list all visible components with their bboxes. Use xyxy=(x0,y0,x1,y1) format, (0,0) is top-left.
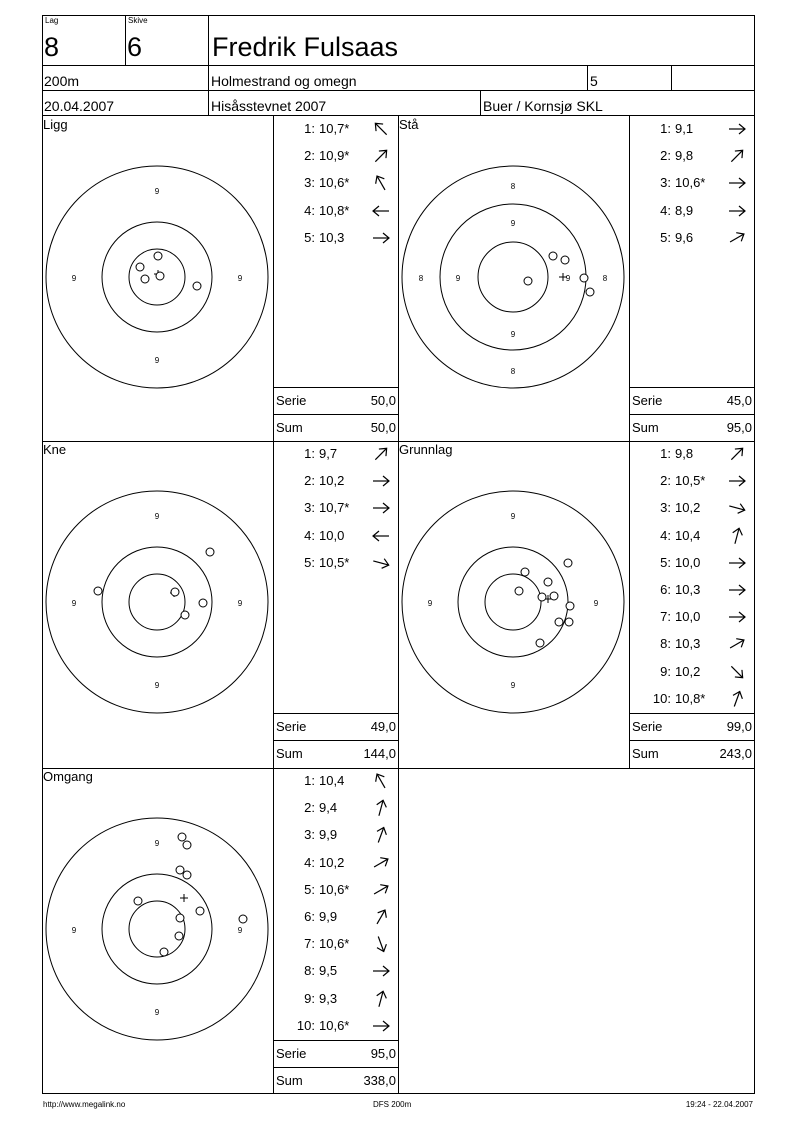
shot-hole xyxy=(94,587,102,595)
direction-arrow-icon xyxy=(727,500,747,516)
shot-hole xyxy=(183,841,191,849)
target-ring xyxy=(46,491,268,713)
target-kne xyxy=(42,441,273,766)
serie-label: Serie xyxy=(632,719,663,734)
target-ligg xyxy=(42,116,273,441)
shot-hole xyxy=(536,639,544,647)
shot-hole xyxy=(141,275,149,283)
lag-value: 8 xyxy=(44,32,60,62)
shot-hole xyxy=(206,548,214,556)
direction-arrow-icon xyxy=(727,473,747,489)
shot-number: 10: xyxy=(296,1017,315,1033)
shot-number: 6: xyxy=(304,909,315,924)
shot-number: 5: xyxy=(304,881,315,897)
divider xyxy=(398,768,399,1094)
sum-value: 243,0 xyxy=(719,746,752,761)
direction-arrow-icon xyxy=(727,691,747,707)
direction-arrow-icon xyxy=(371,882,391,898)
ring-label: 9 xyxy=(237,599,243,608)
divider xyxy=(629,414,755,415)
shot-number: 8: xyxy=(304,963,315,979)
divider xyxy=(42,90,755,91)
ring-label: 8 xyxy=(418,274,424,283)
shot-number: 4: xyxy=(660,527,671,543)
direction-arrow-icon xyxy=(371,555,391,571)
direction-arrow-icon xyxy=(727,175,747,191)
direction-arrow-icon xyxy=(371,446,391,462)
shot-hole xyxy=(580,274,588,282)
target-ring xyxy=(46,818,268,1040)
target-ring xyxy=(102,874,212,984)
shot-hole xyxy=(175,932,183,940)
shot-score: 10,6* xyxy=(675,175,706,191)
shot-number: 5: xyxy=(304,229,315,245)
direction-arrow-icon xyxy=(371,121,391,137)
target-ring xyxy=(485,574,541,630)
shot-score: 9,8 xyxy=(675,148,694,164)
shot-hole xyxy=(196,907,204,915)
shot-number: 2: xyxy=(660,148,671,164)
target-ring xyxy=(102,547,212,657)
target-ring xyxy=(478,242,548,312)
ring-label: 8 xyxy=(510,182,516,191)
shot-hole xyxy=(156,272,164,280)
shot-score: 10,2 xyxy=(319,473,345,489)
direction-arrow-icon xyxy=(727,148,747,164)
ring-label: 9 xyxy=(237,926,243,935)
target-ring xyxy=(129,901,185,957)
shot-score: 10,2 xyxy=(675,500,701,516)
footer-url[interactable]: http://www.megalink.no xyxy=(43,1100,126,1109)
divider xyxy=(125,15,126,65)
club: Holmestrand og omegn xyxy=(211,73,357,89)
sum-label: Sum xyxy=(276,420,303,435)
shot-score: 10,3 xyxy=(675,636,701,652)
shot-score: 10,4 xyxy=(319,773,345,788)
target-ring xyxy=(458,547,568,657)
shot-number: 2: xyxy=(660,473,671,489)
shot-score: 10,8* xyxy=(675,690,706,706)
direction-arrow-icon xyxy=(371,909,391,925)
shot-hole xyxy=(160,948,168,956)
shot-hole xyxy=(193,282,201,290)
shot-score: 10,9* xyxy=(319,148,350,164)
shot-score: 10,6* xyxy=(319,175,350,191)
shot-hole xyxy=(586,288,594,296)
ring-label: 9 xyxy=(593,599,599,608)
direction-arrow-icon xyxy=(371,773,391,789)
divider xyxy=(671,65,672,90)
shot-number: 4: xyxy=(304,527,315,543)
divider xyxy=(273,1040,398,1041)
ring-label: 9 xyxy=(455,274,461,283)
shot-number: 1: xyxy=(304,446,315,461)
shot-hole xyxy=(561,256,569,264)
shot-number: 2: xyxy=(304,800,315,816)
shot-score: 10,3 xyxy=(675,582,701,597)
shot-score: 10,7* xyxy=(319,500,350,516)
direction-arrow-icon xyxy=(371,827,391,843)
shot-score: 10,7* xyxy=(319,121,350,136)
shot-hole xyxy=(544,578,552,586)
ring-label: 8 xyxy=(510,367,516,376)
shot-score: 10,6* xyxy=(319,1017,350,1033)
target-ring xyxy=(402,166,624,388)
shooter-name: Fredrik Fulsaas xyxy=(212,32,399,62)
shot-score: 10,4 xyxy=(675,527,701,543)
shot-hole xyxy=(134,897,142,905)
sum-label: Sum xyxy=(276,1073,303,1088)
divider xyxy=(273,740,398,741)
divider xyxy=(629,740,755,741)
shot-number: 3: xyxy=(304,827,315,843)
footer-timestamp: 19:24 - 22.04.2007 xyxy=(685,1100,753,1109)
direction-arrow-icon xyxy=(371,528,391,544)
location: Buer / Kornsjø SKL xyxy=(483,98,603,114)
shot-number: 10: xyxy=(652,690,671,706)
shot-score: 10,3 xyxy=(319,229,345,245)
shot-score: 9,8 xyxy=(675,446,694,461)
direction-arrow-icon xyxy=(727,528,747,544)
direction-arrow-icon xyxy=(371,963,391,979)
shot-hole xyxy=(549,252,557,260)
shot-score: 10,6* xyxy=(319,936,350,952)
ring-label: 9 xyxy=(154,356,160,365)
shot-score: 9,3 xyxy=(319,990,338,1006)
direction-arrow-icon xyxy=(371,473,391,489)
shot-hole xyxy=(176,866,184,874)
shot-hole xyxy=(178,833,186,841)
direction-arrow-icon xyxy=(371,991,391,1007)
ring-label: 9 xyxy=(510,330,516,339)
shot-number: 9: xyxy=(304,990,315,1006)
sum-value: 144,0 xyxy=(363,746,396,761)
shot-number: 1: xyxy=(660,446,671,461)
direction-arrow-icon xyxy=(727,555,747,571)
divider xyxy=(629,713,755,714)
sum-value: 50,0 xyxy=(370,420,396,435)
shot-number: 1: xyxy=(304,121,315,136)
ring-label: 9 xyxy=(237,274,243,283)
lag-label: Lag xyxy=(45,16,59,25)
shot-score: 10,5* xyxy=(319,554,350,570)
serie-label: Serie xyxy=(276,393,307,408)
direction-arrow-icon xyxy=(371,148,391,164)
shot-hole xyxy=(239,915,247,923)
shot-hole xyxy=(524,277,532,285)
shot-number: 1: xyxy=(660,121,671,136)
section-title-kne: Kne xyxy=(43,442,67,457)
sum-label: Sum xyxy=(632,420,659,435)
shot-hole xyxy=(566,602,574,610)
direction-arrow-icon xyxy=(371,855,391,871)
divider xyxy=(42,65,755,66)
target-omgang xyxy=(42,768,273,1093)
shot-hole xyxy=(538,593,546,601)
shot-score: 9,7 xyxy=(319,446,338,461)
shot-hole xyxy=(183,871,191,879)
ring-label: 9 xyxy=(154,187,160,196)
divider xyxy=(629,387,755,388)
divider xyxy=(273,414,398,415)
ring-label: 9 xyxy=(154,839,160,848)
shot-score: 10,5* xyxy=(675,473,706,489)
serie-value: 49,0 xyxy=(370,719,396,734)
direction-arrow-icon xyxy=(371,230,391,246)
shot-hole xyxy=(154,252,162,260)
shot-hole xyxy=(550,592,558,600)
sum-value: 338,0 xyxy=(363,1073,396,1088)
section-title-ligg: Ligg xyxy=(43,117,68,132)
shot-number: 6: xyxy=(660,582,671,597)
serie-value: 95,0 xyxy=(370,1046,396,1061)
shot-hole xyxy=(171,588,179,596)
divider xyxy=(273,1067,398,1068)
target-ring xyxy=(129,574,185,630)
shot-number: 4: xyxy=(304,854,315,870)
shot-score: 9,9 xyxy=(319,909,338,924)
shot-score: 10,2 xyxy=(319,854,345,870)
direction-arrow-icon xyxy=(727,664,747,680)
shot-number: 8: xyxy=(660,636,671,652)
target-sta xyxy=(398,116,629,441)
ring-label: 9 xyxy=(71,599,77,608)
shot-score: 10,0 xyxy=(675,554,701,570)
shot-hole xyxy=(555,618,563,626)
direction-arrow-icon xyxy=(371,500,391,516)
shot-score: 9,6 xyxy=(675,229,694,245)
skive-label: Skive xyxy=(128,16,148,25)
section-title-grunnlag: Grunnlag xyxy=(399,442,453,457)
shot-score: 8,9 xyxy=(675,202,694,218)
direction-arrow-icon xyxy=(727,636,747,652)
direction-arrow-icon xyxy=(727,203,747,219)
shot-score: 9,4 xyxy=(319,800,338,816)
distance: 200m xyxy=(44,73,80,89)
shot-number: 7: xyxy=(304,936,315,952)
shot-number: 4: xyxy=(660,202,671,218)
shot-score: 10,8* xyxy=(319,202,350,218)
direction-arrow-icon xyxy=(371,1018,391,1034)
shot-score: 10,6* xyxy=(319,881,350,897)
divider xyxy=(629,116,630,768)
sum-label: Sum xyxy=(632,746,659,761)
shot-number: 3: xyxy=(304,175,315,191)
divider xyxy=(273,387,398,388)
section-title-omgang: Omgang xyxy=(43,769,93,784)
date: 20.04.2007 xyxy=(44,98,115,114)
shot-score: 9,9 xyxy=(319,827,338,843)
shot-hole xyxy=(521,568,529,576)
shot-number: 3: xyxy=(304,500,315,516)
serie-label: Serie xyxy=(276,719,307,734)
serie-label: Serie xyxy=(276,1046,307,1061)
sum-value: 95,0 xyxy=(726,420,752,435)
shot-number: 9: xyxy=(660,663,671,679)
shot-score: 9,5 xyxy=(319,963,338,979)
klasse: 5 xyxy=(590,73,598,89)
shot-hole xyxy=(515,587,523,595)
direction-arrow-icon xyxy=(371,800,391,816)
shot-number: 5: xyxy=(304,554,315,570)
serie-value: 99,0 xyxy=(726,719,752,734)
shot-score: 10,0 xyxy=(319,527,345,543)
divider xyxy=(273,116,274,1094)
section-title-sta: Stå xyxy=(399,117,419,132)
shot-hole xyxy=(136,263,144,271)
serie-label: Serie xyxy=(632,393,663,408)
shot-hole xyxy=(565,618,573,626)
direction-arrow-icon xyxy=(727,609,747,625)
shot-hole xyxy=(564,559,572,567)
shot-number: 5: xyxy=(660,229,671,245)
divider xyxy=(587,65,588,90)
shot-number: 2: xyxy=(304,473,315,489)
serie-value: 45,0 xyxy=(726,393,752,408)
ring-label: 9 xyxy=(154,512,160,521)
shot-number: 3: xyxy=(660,500,671,516)
shot-number: 3: xyxy=(660,175,671,191)
direction-arrow-icon xyxy=(727,446,747,462)
direction-arrow-icon xyxy=(727,582,747,598)
ring-label: 9 xyxy=(154,681,160,690)
ring-label: 9 xyxy=(510,219,516,228)
shot-score: 9,1 xyxy=(675,121,694,136)
ring-label: 8 xyxy=(602,274,608,283)
ring-label: 9 xyxy=(510,512,516,521)
ring-label: 9 xyxy=(71,274,77,283)
target-grunnlag xyxy=(398,441,629,766)
event-name: Hisåsstevnet 2007 xyxy=(211,98,327,114)
footer-center: DFS 200m xyxy=(373,1100,412,1109)
ring-label: 9 xyxy=(71,926,77,935)
shot-number: 7: xyxy=(660,609,671,625)
direction-arrow-icon xyxy=(371,203,391,219)
shot-number: 1: xyxy=(304,773,315,788)
ring-label: 9 xyxy=(427,599,433,608)
sum-label: Sum xyxy=(276,746,303,761)
direction-arrow-icon xyxy=(371,936,391,952)
ring-label: 9 xyxy=(154,1008,160,1017)
ring-label: 9 xyxy=(510,681,516,690)
ring-label: 9 xyxy=(565,274,571,283)
shot-number: 4: xyxy=(304,202,315,218)
shot-score: 10,0 xyxy=(675,609,701,625)
divider xyxy=(273,713,398,714)
direction-arrow-icon xyxy=(727,230,747,246)
divider xyxy=(480,90,481,116)
shot-hole xyxy=(199,599,207,607)
shot-hole xyxy=(181,611,189,619)
serie-value: 50,0 xyxy=(370,393,396,408)
direction-arrow-icon xyxy=(371,175,391,191)
shot-number: 5: xyxy=(660,554,671,570)
skive-value: 6 xyxy=(127,32,143,62)
shot-hole xyxy=(176,914,184,922)
direction-arrow-icon xyxy=(727,121,747,137)
shot-score: 10,2 xyxy=(675,663,701,679)
shot-number: 2: xyxy=(304,148,315,164)
target-ring xyxy=(402,491,624,713)
